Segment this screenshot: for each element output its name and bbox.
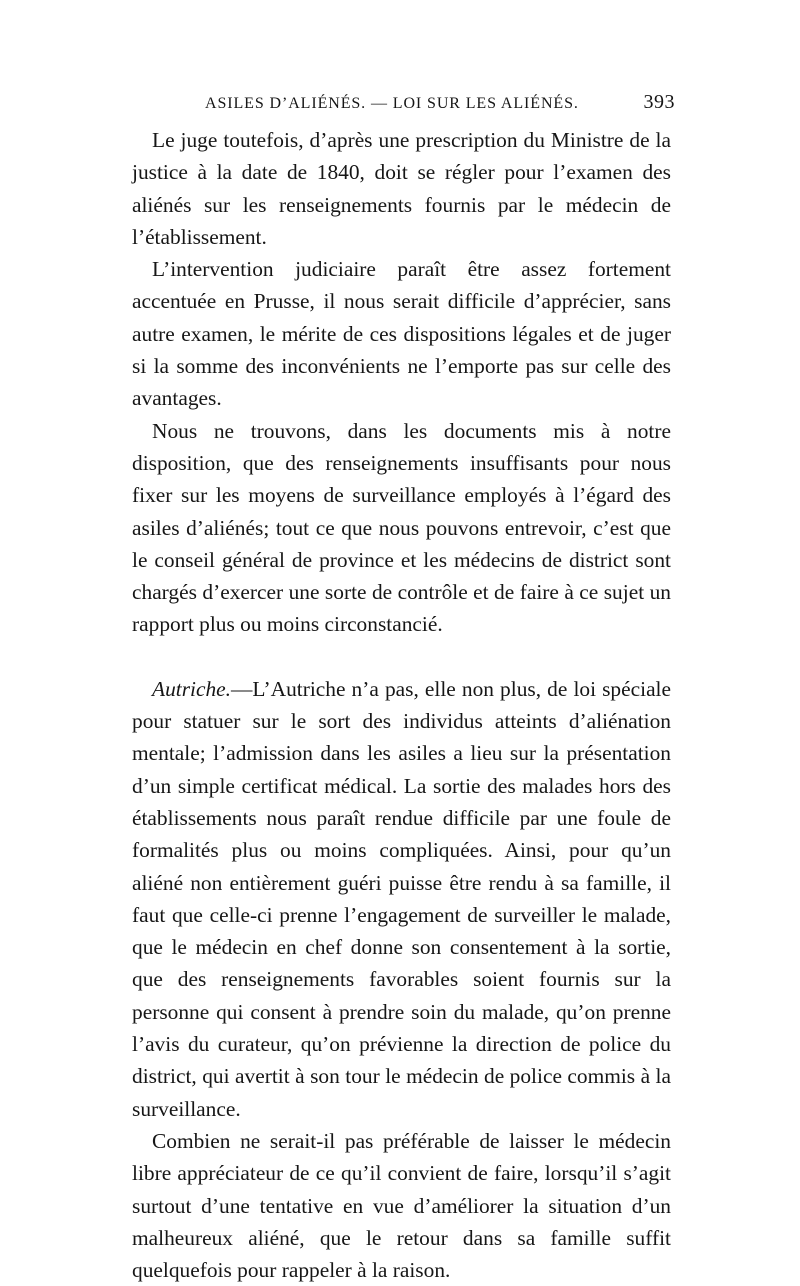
running-title: ASILES D’ALIÉNÉS. — LOI SUR LES ALIÉNÉS.	[205, 95, 579, 112]
section-dash: —	[231, 676, 253, 701]
running-header	[205, 92, 675, 116]
paragraph-conclusion: Combien ne serait-il pas préférable de laisser le médecin libre appréciateur de ce qu’il convient de faire, lorsqu’il s’agit surtout d’une tentative en vue d’améliorer la situation d’un malheureux aliéné, que le retour dans sa famille suffit quelquefois pour rappeler à la raison.	[132, 1128, 671, 1283]
paragraph-austria	[132, 673, 671, 1125]
section-heading-austria: Autriche.	[152, 676, 232, 701]
section-spacer	[132, 641, 671, 673]
paragraph-surveillance: Nous ne trouvons, dans les documents mis à notre disposition, que des renseignements insuffisants pour nous fixer sur les moyens de surveillance employés à l’égard des asiles d’aliénés; tout ce que nous pouvons entrevoir, c’est que le conseil général de province et les médecins de district sont chargés d’exercer une sorte de contrôle et de faire à ce sujet un rapport plus ou moins circonstancié.	[132, 418, 671, 637]
body-text	[132, 124, 671, 1286]
page-number: 393	[643, 91, 675, 113]
paragraph-prussia: L’intervention judiciaire paraît être assez fortement accentuée en Prusse, il nous serait difficile d’apprécier, sans autre examen, le mérite de ces dispositions légales et de juger si la somme des inconvénients ne l’emporte pas sur celle des avantages.	[132, 257, 671, 411]
paragraph-judge: Le juge toutefois, d’après une prescription du Ministre de la justice à la date de 1840, doit se régler pour l’examen des aliénés sur les renseignements fournis par le médecin de l’établissement.	[132, 128, 671, 249]
section-austria-text: L’Autriche n’a pas, elle non plus, de loi spéciale pour statuer sur le sort des individus atteints d’aliénation mentale; l’admission dans les asiles a lieu sur la présentation d’un simple certificat médical. La sortie des malades hors des établissements nous paraît rendue difficile par une foule de formalités plus ou moins compliquées. Ainsi, pour qu’un aliéné non entièrement guéri puisse être rendu à sa famille, il faut que celle-ci prenne l’engagement de surveiller le malade, que le médecin en chef donne son consentement à la sortie, que des renseignements favorables soient fournis sur la personne qui consent à prendre soin du malade, qu’on prenne l’avis du curateur, qu’on prévienne la direction de police du district, qui avertit à son tour le médecin de police commis à la surveillance.	[132, 676, 671, 1121]
